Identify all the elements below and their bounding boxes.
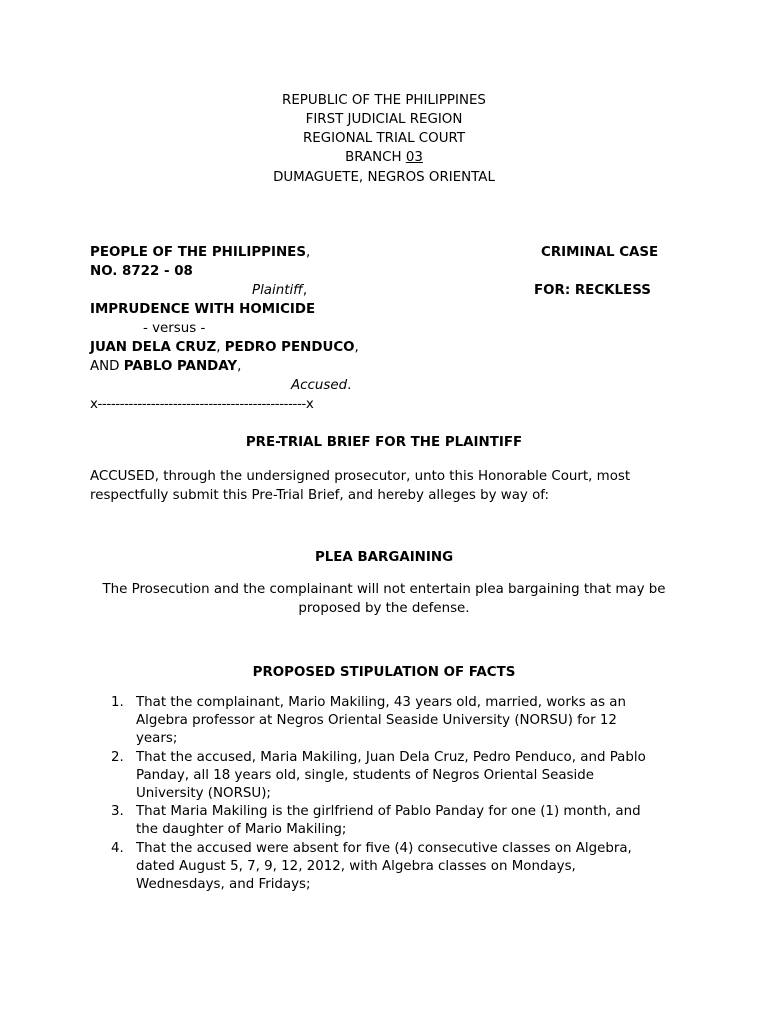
accused-sep-2: , (354, 340, 359, 355)
accused-word: Accused (291, 378, 348, 393)
versus-label: - versus - (143, 321, 206, 336)
stipulation-heading: PROPOSED STIPULATION OF FACTS (252, 665, 516, 680)
list-item (111, 803, 671, 839)
branch-label: BRANCH (345, 150, 406, 165)
list-item-line: years; (136, 731, 178, 747)
accused-pedro: PEDRO PENDUCO (224, 340, 355, 355)
list-item (111, 749, 671, 804)
list-item-line: University (NORSU); (136, 786, 271, 802)
criminal-case-label: CRIMINAL CASE (541, 245, 659, 260)
plaintiff-comma: , (302, 283, 308, 298)
accused-juan: JUAN DELA CRUZ (90, 340, 217, 355)
header-location: DUMAGUETE, NEGROS ORIENTAL (273, 170, 495, 185)
case-number: NO. 8722 - 08 (90, 264, 193, 279)
people-name: PEOPLE OF THE PHILIPPINES (90, 245, 306, 260)
list-item-number: 4. (111, 840, 124, 856)
accused-names-line (90, 338, 359, 357)
list-item-line: That the accused, Maria Makiling, Juan Dela Cruz, Pedro Penduco, and Pablo (136, 749, 646, 765)
stipulation-list (111, 694, 671, 894)
list-item-number: 3. (111, 804, 124, 820)
plea-line-2: proposed by the defense. (298, 601, 470, 616)
for-reckless-label: FOR: RECKLESS (534, 283, 651, 298)
accused-period: . (347, 378, 352, 393)
caption-people (90, 243, 310, 262)
header-republic: REPUBLIC OF THE PHILIPPINES (282, 93, 486, 108)
accused-sep-3: , (237, 359, 242, 374)
list-item-line: Algebra professor at Negros Oriental Seaside University (NORSU) for 12 (136, 713, 617, 729)
header-branch (0, 148, 768, 167)
list-item-number: 1. (111, 695, 124, 710)
plaintiff-word: Plaintiff (252, 283, 303, 298)
list-item-line: Panday, all 18 years old, single, students of Negros Oriental Seaside (136, 767, 594, 783)
list-item-line: That Maria Makiling is the girlfriend of Pablo Panday for one (1) month, and (136, 804, 641, 820)
list-item-line: dated August 5, 7, 9, 12, 2012, with Algebra classes on Mondays, (136, 858, 576, 874)
and-word: AND (90, 359, 124, 374)
list-item (111, 840, 671, 895)
accused-pablo: PABLO PANDAY (123, 359, 238, 374)
document-title: PRE-TRIAL BRIEF FOR THE PLAINTIFF (245, 435, 523, 450)
header-judicial-region: FIRST JUDICIAL REGION (305, 112, 463, 127)
accused-sep-1: , (216, 340, 225, 355)
accused-label (291, 376, 351, 395)
caption-divider: x-----------------------------------------------x (90, 397, 314, 412)
list-item-number: 2. (111, 749, 124, 765)
plaintiff-label (252, 281, 307, 300)
intro-line-1: ACCUSED, through the undersigned prosecutor, unto this Honorable Court, most (90, 469, 631, 484)
list-item-line: the daughter of Mario Makiling; (136, 822, 347, 838)
list-item-line: That the complainant, Mario Makiling, 43 years old, married, works as an (136, 695, 627, 710)
accused-pablo-line (90, 357, 241, 376)
branch-number: 03 (405, 150, 423, 165)
list-item (111, 694, 671, 749)
list-item-line: Wednesdays, and Fridays; (136, 877, 311, 893)
imprudence-label: IMPRUDENCE WITH HOMICIDE (90, 302, 316, 317)
header-trial-court: REGIONAL TRIAL COURT (302, 131, 466, 146)
list-item-line: That the accused were absent for five (4) consecutive classes on Algebra, (136, 840, 632, 856)
intro-line-2: respectfully submit this Pre-Trial Brief, and hereby alleges by way of: (90, 488, 550, 503)
plea-heading: PLEA BARGAINING (314, 550, 454, 565)
people-comma: , (305, 245, 311, 260)
plea-line-1: The Prosecution and the complainant will not entertain plea bargaining that may be (102, 582, 666, 597)
